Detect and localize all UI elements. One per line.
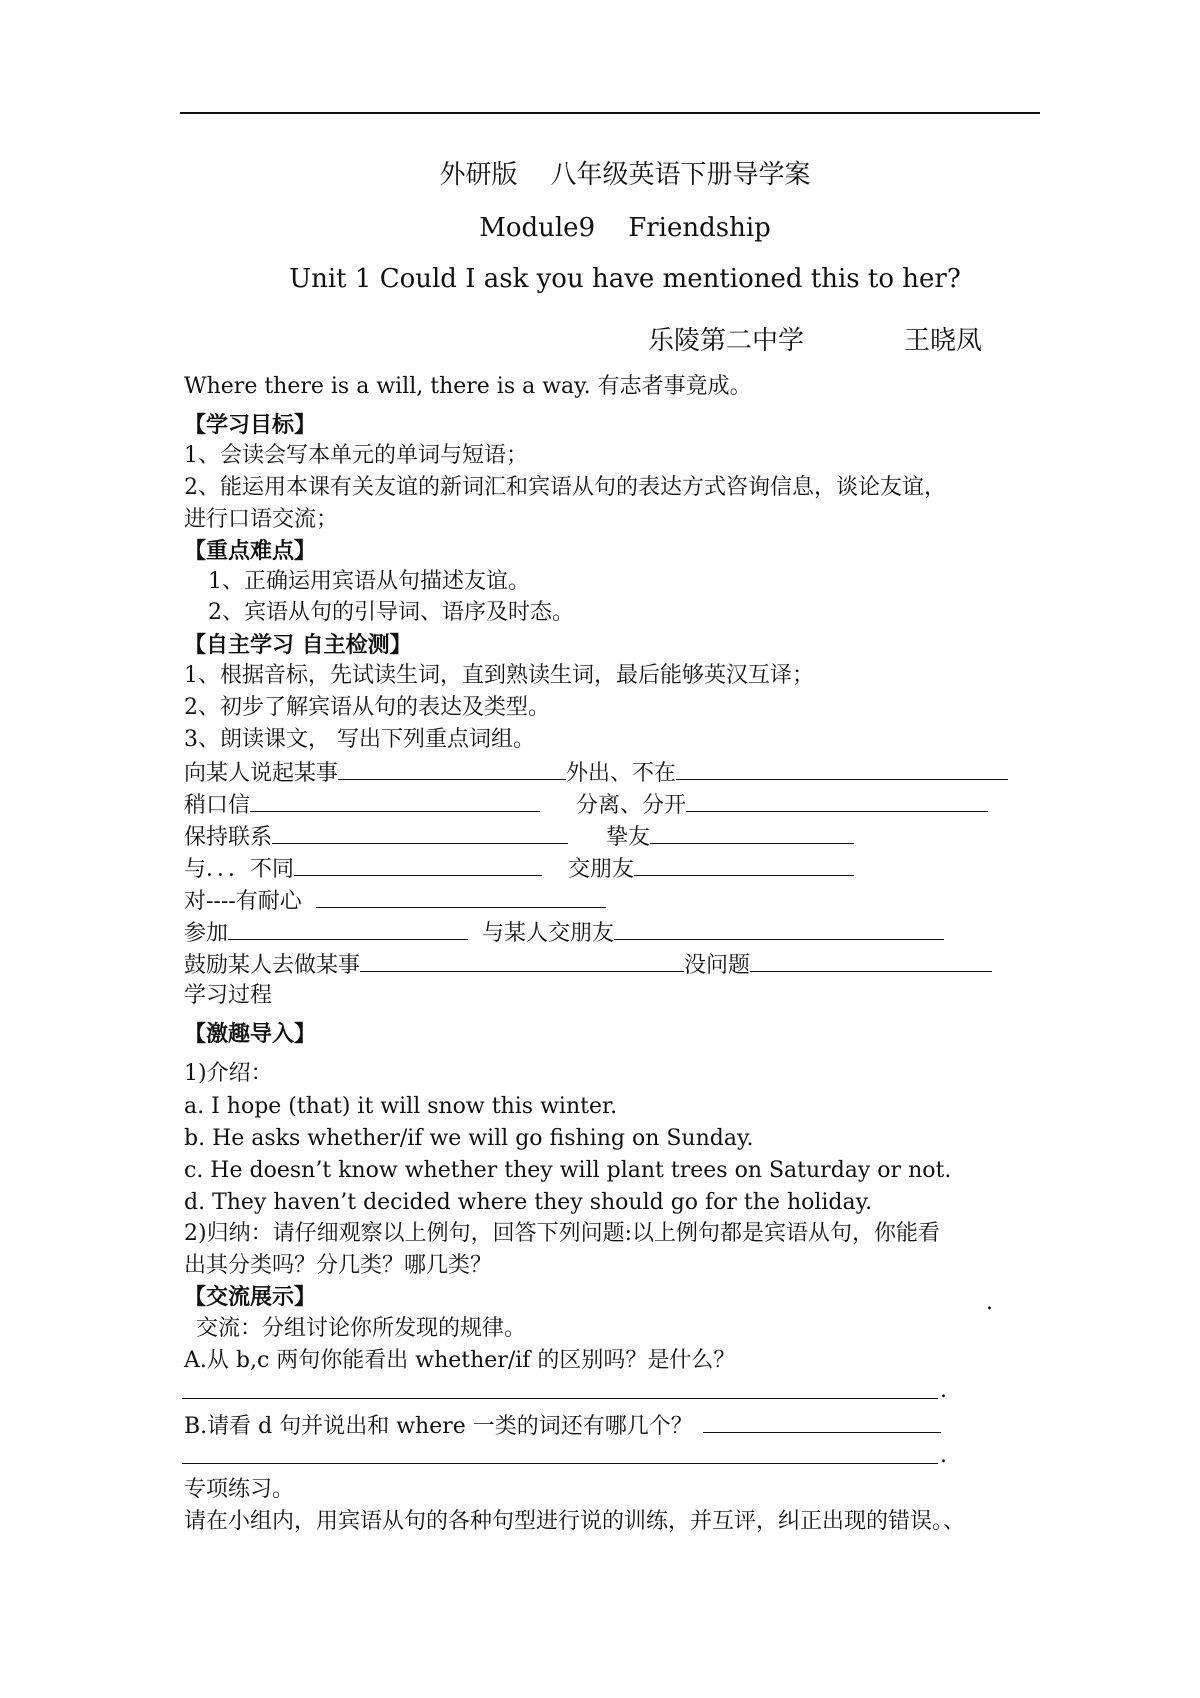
answer-blank[interactable] xyxy=(250,789,540,812)
phrase-row xyxy=(184,789,988,821)
phrase-prompt: 参加 xyxy=(184,921,229,946)
keypoints-heading: 【重点难点】 xyxy=(184,538,317,564)
question-a: A.从 b,c 两句你能看出 whether/if 的区别吗？是什么？ xyxy=(184,1348,736,1373)
intro-sub-1: 1)介绍： xyxy=(184,1061,273,1086)
phrase-prompt: 向某人说起某事 xyxy=(184,761,339,786)
question-b-row xyxy=(184,1410,941,1442)
phrase-prompt: 没问题 xyxy=(684,953,751,978)
answer-blank[interactable] xyxy=(272,821,568,844)
phrase-row xyxy=(184,917,944,949)
keypoint-item-2: 2、宾语从句的引导词、语序及时态。 xyxy=(208,600,574,625)
answer-line-a[interactable] xyxy=(182,1398,938,1401)
answer-blank[interactable] xyxy=(338,757,566,780)
answer-blank[interactable] xyxy=(360,949,684,972)
phrase-prompt: 鼓励某人去做某事 xyxy=(184,953,361,978)
practice-line: 请在小组内，用宾语从句的各种句型进行说的训练，并互评，纠正出现的错误。、 xyxy=(184,1509,966,1534)
header-rule xyxy=(180,112,1040,114)
course-title: 八年级英语下册导学案 xyxy=(550,160,811,190)
answer-blank[interactable] xyxy=(634,853,854,876)
module-label: Module9 xyxy=(479,213,596,243)
phrase-row xyxy=(184,853,854,885)
intro-heading: 【激趣导入】 xyxy=(184,1021,317,1047)
answer-blank[interactable] xyxy=(750,949,992,972)
answer-blank[interactable] xyxy=(676,757,1008,780)
unit-title: Unit 1 Could I ask you have mentioned this to her? xyxy=(289,264,961,294)
publisher-label: 外研版 xyxy=(439,160,518,190)
phrase-row xyxy=(184,949,992,981)
keypoint-item-1: 1、正确运用宾语从句描述友谊。 xyxy=(208,569,530,594)
title-line-2 xyxy=(0,211,1200,245)
phrase-prompt: 分离、分开 xyxy=(576,793,687,818)
answer-blank[interactable] xyxy=(294,853,542,876)
module-topic: Friendship xyxy=(628,213,771,243)
phrase-prompt: 对----有耐心 xyxy=(184,889,302,914)
goal-item-2b: 进行口语交流； xyxy=(184,507,339,532)
phrase-prompt: 挚友 xyxy=(606,825,651,850)
phrase-row xyxy=(184,757,1008,789)
answer-blank[interactable] xyxy=(228,917,468,940)
period-mark: . xyxy=(940,1443,947,1468)
example-a: a. I hope (that) it will snow this winter. xyxy=(184,1094,618,1119)
goals-heading: 【学习目标】 xyxy=(184,412,317,438)
intro-sub-2b: 出其分类吗？分几类？哪几类？ xyxy=(184,1253,493,1278)
answer-blank[interactable] xyxy=(614,917,944,940)
goal-item-2a: 2、能运用本课有关友谊的新词汇和宾语从句的表达方式咨询信息，谈论友谊， xyxy=(184,475,946,500)
stray-dot: . xyxy=(986,1290,993,1315)
phrase-prompt: 外出、不在 xyxy=(566,761,677,786)
title-line-1 xyxy=(0,158,1200,192)
phrase-prompt: 稍口信 xyxy=(184,793,251,818)
exchange-line-1: 交流：分组讨论你所发现的规律。 xyxy=(196,1316,527,1341)
answer-blank[interactable] xyxy=(650,821,854,844)
phrase-row xyxy=(184,821,854,853)
example-b: b. He asks whether/if we will go fishing on Sunday. xyxy=(184,1126,754,1151)
selfstudy-heading: 【自主学习 自主检测】 xyxy=(184,632,412,658)
phrase-prompt: 交朋友 xyxy=(568,857,635,882)
phrase-prompt: 与某人交朋友 xyxy=(482,921,615,946)
answer-line-b[interactable] xyxy=(182,1463,938,1466)
selfstudy-item-1: 1、根据音标，先试读生词，直到熟读生词，最后能够英汉互译； xyxy=(184,663,814,688)
period-mark: . xyxy=(940,1378,947,1403)
answer-blank[interactable] xyxy=(686,789,988,812)
phrase-prompt: 保持联系 xyxy=(184,825,273,850)
example-d: d. They haven’t decided where they should go for the holiday. xyxy=(184,1190,873,1215)
process-label: 学习过程 xyxy=(184,983,273,1008)
example-c: c. He doesn’t know whether they will plant trees on Saturday or not. xyxy=(184,1158,952,1183)
answer-blank[interactable] xyxy=(703,1410,941,1433)
phrase-row xyxy=(184,885,606,917)
intro-sub-2a: 2)归纳：请仔细观察以上例句，回答下列问题:以上例句都是宾语从句，你能看 xyxy=(184,1221,940,1246)
goal-item-1: 1、会读会写本单元的单词与短语； xyxy=(184,443,528,468)
question-b: B.请看 d 句并说出和 where 一类的词还有哪几个？ xyxy=(184,1414,693,1439)
practice-label: 专项练习。 xyxy=(184,1477,295,1502)
school-name: 乐陵第二中学 xyxy=(648,326,805,356)
motto: Where there is a will, there is a way. 有志者事竟成。 xyxy=(184,374,752,399)
selfstudy-item-3: 3、朗读课文， 写出下列重点词组。 xyxy=(184,727,535,752)
selfstudy-item-2: 2、初步了解宾语从句的表达及类型。 xyxy=(184,695,550,720)
answer-blank[interactable] xyxy=(316,885,606,908)
author-name: 王晓凤 xyxy=(904,326,983,356)
phrase-prompt: 与．．．不同 xyxy=(184,857,295,882)
exchange-heading: 【交流展示】 xyxy=(184,1284,317,1310)
